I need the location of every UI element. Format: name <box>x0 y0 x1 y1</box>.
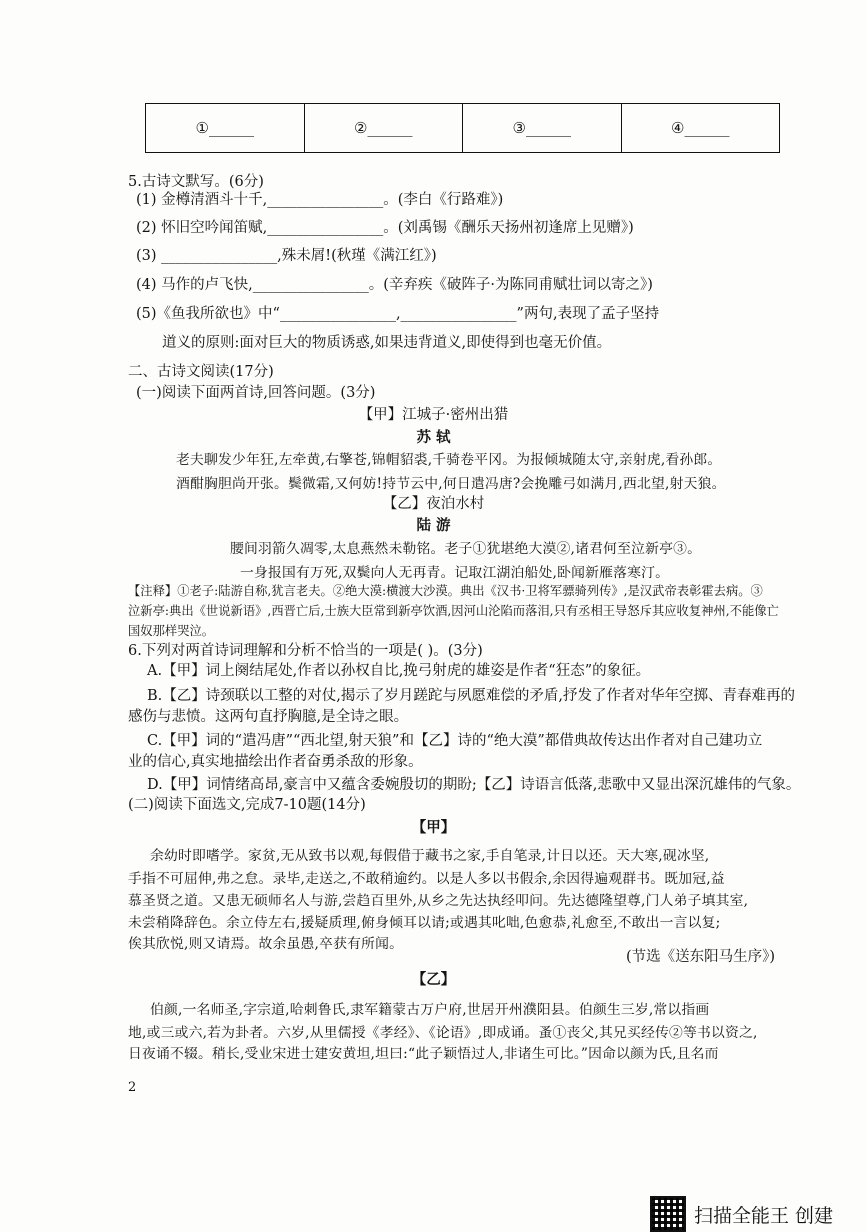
passage-a-line-1: 余幼时即嗜学。家贫,无从致书以观,每假借于藏书之家,手自笔录,计日以还。天大寒,砚冰坚, <box>150 848 710 864</box>
poem-b-line-1: 腰间羽箭久凋零,太息燕然未勒铭。老子①犹堪绝大漠②,诸君何至泣新亭③。 <box>230 541 702 557</box>
passage-a-source: (节选《送东阳马生序》) <box>626 949 776 965</box>
poem-b-line-2: 一身报国有万死,双鬓向人无再青。记取江湖泊船处,卧闻新雁落寒汀。 <box>240 565 670 581</box>
poem-notes-3: 国奴那样哭泣。 <box>128 624 215 638</box>
q5-item-3: (3) ________________,殊未屑!(秋瑾《满江红》) <box>136 248 437 264</box>
q6-option-d: D.【甲】词情绪高昂,豪言中又蕴含委婉殷切的期盼;【乙】诗语言低落,悲歌中又显出深沉雄伟的气象。 <box>147 777 801 793</box>
q5-item-5: (5)《鱼我所欲也》中“________________,________________”两句,表现了孟子坚持 <box>136 306 660 322</box>
poem-a-author: 苏 轼 <box>416 429 451 446</box>
passage-b-line-3: 日夜诵不辍。稍长,受业宋进士建安黄坦,坦曰:“此子颖悟过人,非诸生可比。”因命以颜为氏,且名而 <box>128 1046 719 1062</box>
poem-notes-2: 泣新亭:典出《世说新语》,西晋亡后,士族大臣常到新亭饮酒,因河山沦陷而落泪,只有丞相王导怒斥其应收复神州,不能像亡 <box>128 604 779 618</box>
passage-a-line-5: 俟其欣悦,则又请焉。故余虽愚,卒获有所闻。 <box>128 936 404 952</box>
passage-a-line-2: 手指不可屈伸,弗之怠。录毕,走送之,不敢稍逾约。以是人多以书假余,余因得遍观群书。既加冠,益 <box>128 871 725 887</box>
q6-option-c: C.【甲】词的“遣冯唐”“西北望,射天狼”和【乙】诗的“绝大漠”都借典故传达出作者对自己建功立 <box>147 733 763 749</box>
blank-cell-3[interactable]: ③______ <box>463 104 622 153</box>
blank-cell-2[interactable]: ②______ <box>304 104 463 153</box>
blank-cell-1[interactable]: ①______ <box>146 104 305 153</box>
passage-a-label: 【甲】 <box>411 819 456 836</box>
q5-title: 5.古诗文默写。(6分) <box>128 174 264 190</box>
poem-b-title: 【乙】夜泊水村 <box>382 496 485 512</box>
answer-blank-table <box>145 103 780 153</box>
poem-a-line-1: 老夫聊发少年狂,左牵黄,右擎苍,锦帽貂裘,千骑卷平冈。为报倾城随太守,亲射虎,看孙郎。 <box>176 452 722 468</box>
page-number: 2 <box>128 1080 137 1095</box>
part1-title: (一)阅读下面两首诗,回答问题。(3分) <box>136 385 376 401</box>
poem-notes-1: 【注释】①老子:陆游自称,犹言老夫。②绝大漠:横渡大沙漠。典出《汉书·卫将军骠骑列传》,是汉武帝表彰霍去病。③ <box>128 584 763 598</box>
part2-title: (二)阅读下面选文,完成7-10题(14分) <box>128 797 366 813</box>
scanner-watermark <box>650 1196 833 1232</box>
q5-item-4: (4) 马作的卢飞快,________________。(辛弃疾《破阵子·为陈同甫赋壮词以寄之》) <box>136 277 653 293</box>
passage-b-label: 【乙】 <box>411 971 456 988</box>
poem-a-line-2: 酒酣胸胆尚开张。鬓微霜,又何妨!持节云中,何日遣冯唐?会挽雕弓如满月,西北望,射天狼。 <box>176 476 726 492</box>
passage-b-line-2: 地,或三或六,若为卦者。六岁,从里儒授《孝经》、《论语》,即成诵。蚤①丧父,其兄买经传②等书以资之, <box>128 1025 758 1041</box>
q5-item-1: (1) 金樽清酒斗十千,________________。(李白《行路难》) <box>136 192 504 208</box>
q6-option-b-cont: 感伤与悲愤。这两句直抒胸臆,是全诗之眼。 <box>128 709 409 725</box>
section2-title: 二、古诗文阅读(17分) <box>128 364 274 380</box>
q6-option-a: A.【甲】词上阕结尾处,作者以孙权自比,挽弓射虎的雄姿是作者“狂态”的象征。 <box>147 663 651 679</box>
q5-item-2: (2) 怀旧空吟闻笛赋,________________。(刘禹锡《酬乐天扬州初逢席上见赠》) <box>136 220 634 236</box>
q6-option-c-cont: 业的信心,真实地描绘出作者奋勇杀敌的形象。 <box>128 754 423 770</box>
q5-item-5-cont: 道义的原则:面对巨大的物质诱惑,如果违背道义,即使得到也毫无价值。 <box>162 335 612 351</box>
q6-title: 6.下列对两首诗词理解和分析不恰当的一项是( )。(3分) <box>128 643 483 659</box>
passage-a-line-4: 未尝稍降辞色。余立侍左右,援疑质理,俯身倾耳以请;或遇其叱咄,色愈恭,礼愈至,不敢出一言以复; <box>128 915 721 931</box>
q6-option-b: B.【乙】诗颈联以工整的对仗,揭示了岁月蹉跎与夙愿难偿的矛盾,抒发了作者对华年空掷、青春难再的 <box>147 688 795 704</box>
passage-a-line-3: 慕圣贤之道。又患无硕师名人与游,尝趋百里外,从乡之先达执经叩问。先达德隆望尊,门人弟子填其室, <box>128 893 749 909</box>
watermark-text: 扫描全能王 创建 <box>694 1204 834 1227</box>
poem-a-title: 【甲】江城子·密州出猎 <box>358 407 509 423</box>
passage-b-line-1: 伯颜,一名师圣,字宗道,哈刺鲁氏,隶军籍蒙古万户府,世居开州濮阳县。伯颜生三岁,常以指画 <box>150 1002 710 1018</box>
qr-code-icon <box>650 1196 686 1232</box>
blank-cell-4[interactable]: ④______ <box>621 104 780 153</box>
poem-b-author: 陆 游 <box>416 517 451 534</box>
